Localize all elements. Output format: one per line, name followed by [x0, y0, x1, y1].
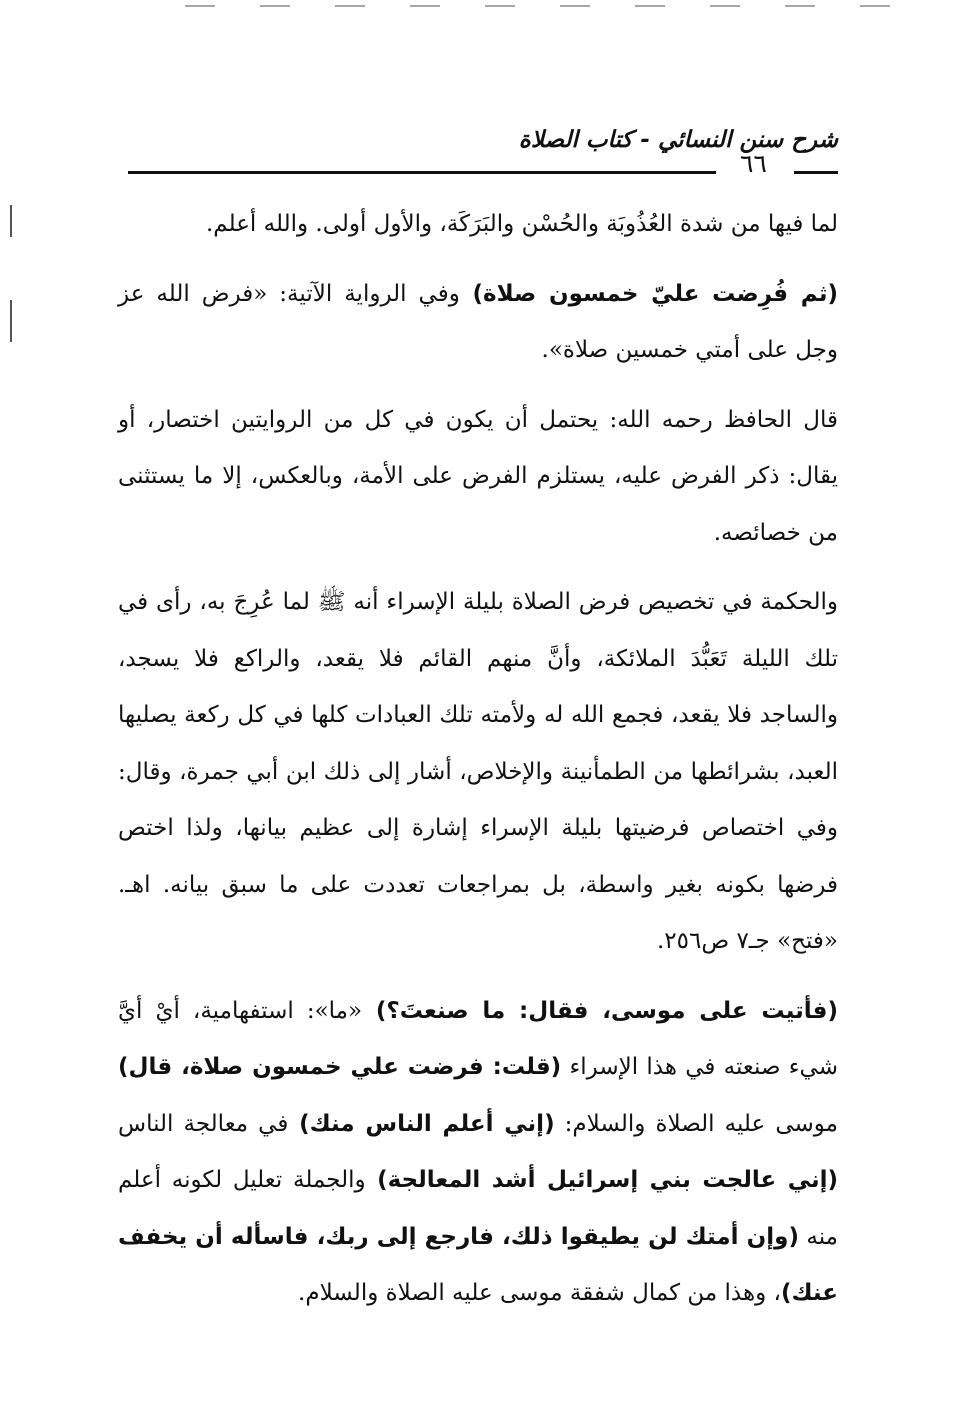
- margin-binding-mark-top: [10, 205, 12, 237]
- commentary-text: قال الحافظ رحمه الله: يحتمل أن يكون في كل من الروايتين اختصار، أو يقال: ذكر الفرض عليه، يستلزم الفرض على الأمة، وبالعكس، إلا ما يستثنى من خصائصه.: [118, 406, 838, 546]
- commentary-text: ، وهذا من كمال شفقة موسى عليه الصلاة والسلام.: [298, 1280, 781, 1306]
- paragraph: [118, 983, 838, 1322]
- page-number: ٦٦: [740, 149, 767, 178]
- paragraph: [118, 196, 838, 253]
- commentary-text: موسى عليه الصلاة والسلام:: [554, 1110, 838, 1137]
- running-header-title: شرح سنن النسائي - كتاب الصلاة: [518, 127, 838, 153]
- hadith-quote: (إني عالجت بني إسرائيل أشد المعالجة): [365, 1167, 838, 1193]
- hadith-quote: (فأتيت على موسى، فقال: ما صنعتَ؟): [362, 997, 838, 1024]
- commentary-text: في معالجة الناس: [118, 1110, 289, 1137]
- margin-binding-mark-bottom: [10, 300, 12, 342]
- hadith-quote: (ثم فُرِضت عليّ خمسون صلاة): [459, 280, 838, 307]
- header-rule: [128, 171, 716, 174]
- paragraph: [118, 266, 838, 379]
- page-body: [118, 196, 838, 1335]
- scan-edge-dashes: [0, 0, 977, 14]
- commentary-text: «ما»: استفهامية، أيْ أيَّ شيء صنعته في هذا الإسراء: [118, 997, 838, 1080]
- running-header: [128, 125, 838, 185]
- hadith-quote: (وإن أمتك لن يطيقوا ذلك، فارجع إلى ربك، فاسأله أن يخفف عنك): [118, 1223, 838, 1306]
- paragraph: [118, 392, 838, 562]
- header-rule-short: [794, 171, 838, 174]
- hadith-quote: (إني أعلم الناس منك): [288, 1110, 555, 1137]
- hadith-quote: (قلت: فرضت علي خمسون صلاة، قال): [118, 1054, 562, 1080]
- paragraph: [118, 574, 838, 970]
- commentary-text: والجملة تعليل لكونه أعلم منه: [118, 1167, 839, 1250]
- commentary-text: والحكمة في تخصيص فرض الصلاة بليلة الإسراء أنه ﷺ لما عُرِجَ به، رأى في تلك الليلة تَعَبُّدَ الملائكة، وأنَّ منهم القائم فلا يقعد، والراكع فلا يسجد، والساجد فلا يقعد، فجمع الله له ولأمته تلك العبادات كلها في كل ركعة يصليها العبد، بشرائطها من الطمأنينة والإخلاص، أشار إلى ذلك ابن أبي جمرة، وقال: وفي اختصاص فرضيتها بليلة الإسراء إشارة إلى عظيم بيانها، ولذا اختص فرضها بكونه بغير واسطة، بل بمراجعات تعددت على ما سبق بيانه. اهـ. «فتح» جـ٧ ص٢٥٦.: [118, 589, 838, 954]
- commentary-text: وفي الرواية الآتية: «فرض الله عز وجل على أمتي خمسين صلاة».: [118, 280, 838, 363]
- commentary-text: لما فيها من شدة العُذُوبَة والحُسْن والبَرَكَة، والأول أولى. والله أعلم.: [205, 211, 838, 237]
